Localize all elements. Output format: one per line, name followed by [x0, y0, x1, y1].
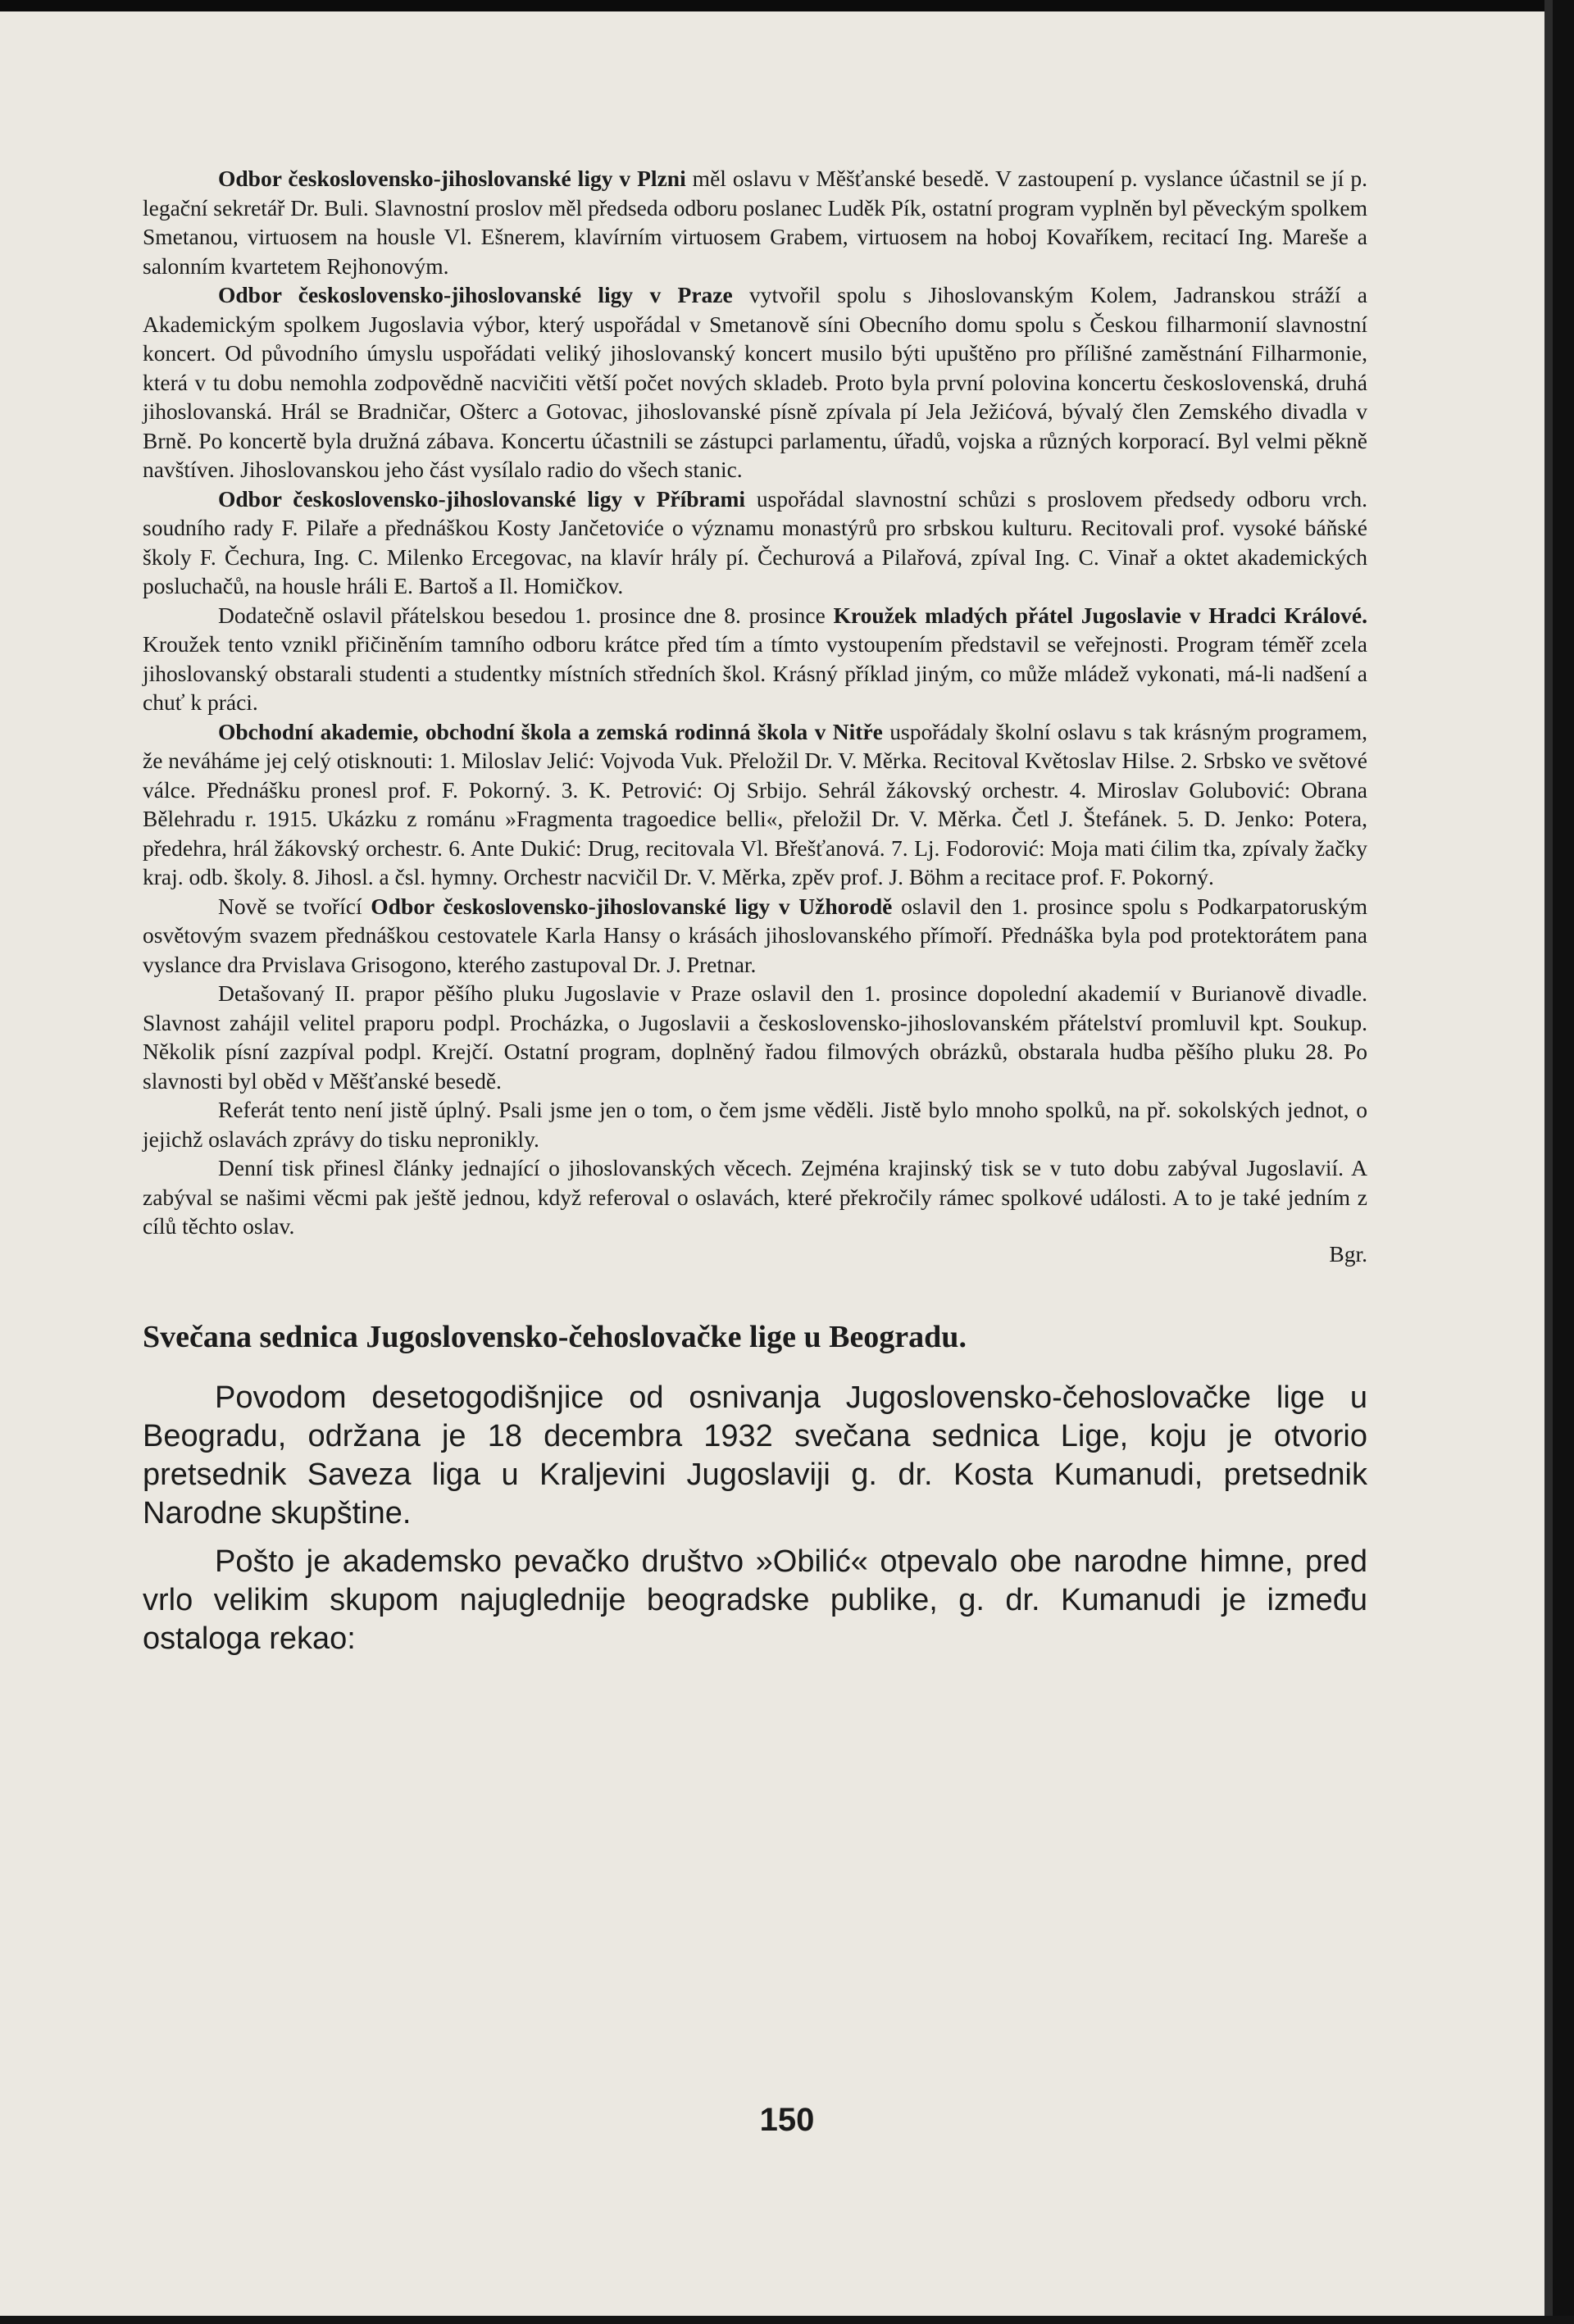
page-number: 150 [759, 2102, 815, 2138]
scan-edge-top [0, 0, 1574, 11]
report-lead-nitra: Obchodní akademie, obchodní škola a zemská rodinná škola v Nitře [218, 718, 883, 744]
report-before-hradec: Dodatečně oslavil přátelskou besedou 1. prosince dne 8. prosince [218, 602, 834, 628]
scan-edge-bottom [0, 2316, 1574, 2324]
report-paragraph-pribram [143, 484, 1367, 601]
section-paragraph-2: Pošto je akademsko pevačko društvo »Obilić« otpevalo obe narodne himne, pred vrlo velikim skupom najuglednije beogradske publike, g. dr. Kumanudi je između ostaloga rekao: [143, 1544, 1367, 1656]
report-paragraph-uzhorod [143, 892, 1367, 980]
report-lead-praha: Odbor československo-jihoslovanské ligy v Praze [218, 282, 733, 307]
report-text-plzen: měl oslavu v Měšťanské besedě. V zastoupení p. vyslance účastnil se jí p. legační sekretář Dr. Buli. Slavnostní proslov měl předseda odboru poslanec Luděk Pík, ostatní program vyplněn byl pěveckým spolkem Smetanou, virtuosem na housle Vl. Ešnerem, klavírním virtuosem Grabem, virtuosem na hoboj Kovaříkem, recitací Ing. Mareše a salonním kvartetem Rejhonovým. [143, 166, 1367, 279]
report-lead-pribram: Odbor československo-jihoslovanské ligy v Příbrami [218, 485, 746, 512]
report-paragraph-prapor: Detašovaný II. prapor pěšího pluku Jugoslavie v Praze oslavil den 1. prosince dopolední akademií v Burianově divadle. Slavnost zahájil velitel praporu podpl. Procházka, o Jugoslavii a československo-jihoslovanském přátelství promluvil kpt. Soukup. Několik písní zazpíval podpl. Krejčí. Ostatní program, doplněný řadou filmových obrázků, obstarala hudba pěšího pluku 28. Po slavnosti byl oběd v Měšťanské besedě. [143, 980, 1367, 1094]
report-paragraph-referat: Referát tento není jistě úplný. Psali jsme jen o tom, o čem jsme věděli. Jistě bylo mnoho spolků, na př. sokolských jednot, o jejichž oslavách zprávy do tisku nepronikly. [143, 1097, 1367, 1152]
report-text-hradec: Kroužek tento vznikl přičiněním tamního odboru krátce před tím a tímto vystoupením představil se veřejnosti. Program téměř zcela jihoslovanský obstarali studenti a studentky místních středních škol. Krásný příklad jiným, co může mládež vykonati, má-li nadšení a chuť k práci. [143, 631, 1367, 715]
scan-edge-right [1553, 0, 1574, 2324]
report-lead-plzen: Odbor československo-jihoslovanské ligy v Plzni [218, 166, 686, 191]
scan-edge-right-inner [1544, 0, 1553, 2324]
report-paragraph-nitra [143, 717, 1367, 892]
page-column [143, 164, 1367, 1658]
report-lead-hradec: Kroužek mladých přátel Jugoslavie v Hradci Králové. [833, 602, 1367, 628]
report-signature [143, 1241, 1367, 1267]
section-body [143, 1379, 1367, 1658]
report-text-uzhorod: oslavil den 1. prosince spolu s Podkarpatoruským osvětovým svazem přednáškou cestovatele Karla Hansy o krásách jihoslovanského přímoří. Přednáška byla pod protektorátem pana vyslance dra Prvislava Grisogono, kterého zastupoval Dr. J. Pretnar. [143, 893, 1368, 977]
report-signature-text: Bgr. [1329, 1240, 1367, 1267]
report-paragraph-praha [143, 280, 1367, 484]
report-article [143, 164, 1367, 1267]
report-text-pribram: uspořádal slavnostní schůzi s proslovem předsedy odboru vrch. soudního rady F. Pilaře a přednáškou Kosty Jančetoviće o významu monastýrů pro srbskou kulturu. Recitovali prof. vysoké báňské školy F. Čechura, Ing. C. Milenko Ercegovac, na klavír hrály pí. Čechurová a Pilařová, zpíval Ing. C. Vinař a oktet akademických posluchačů, na housle hráli E. Bartoš a Il. Homičkov. [143, 485, 1367, 598]
report-text-praha: vytvořil spolu s Jihoslovanským Kolem, Jadranskou stráží a Akademickým spolkem Jugoslavia výbor, který uspořádal v Smetanově síni Obecního domu spolu s Českou filharmonií slavnostní koncert. Od původního úmyslu uspořádati veliký jihoslovanský koncert musilo býti upuštěno pro přílišné zaměstnání Filharmonie, která v tu dobu nemohla zodpovědně nacvičiti větší počet nových skladeb. Proto byla první polovina koncertu československá, druhá jihoslovanská. Hrál se Bradničar, Ošterc a Gotovac, jihoslovanské písně zpívala pí Jela Ježićová, bývalý člen Zemského divadla v Brně. Po koncertě byla družná zábava. Koncertu účastnili se zástupci parlamentu, úřadů, vojska a různých korporací. Byl velmi pěkně navštíven. Jihoslovanskou jeho část vysílalo radio do všech stanic. [143, 282, 1368, 482]
report-lead-uzhorod: Odbor československo-jihoslovanské ligy v Užhorodě [371, 893, 893, 919]
section-paragraph-1: Povodom desetogodišnjice od osnivanja Jugoslovensko-čehoslovačke lige u Beogradu, održana je 18 decembra 1932 svečana sednica Lige, koju je otvorio pretsednik Saveza liga u Kraljevini Jugoslaviji g. dr. Kosta Kumanudi, pretsednik Narodne skupštine. [143, 1380, 1367, 1530]
report-before-uzhorod: Nově se tvořící [218, 893, 371, 919]
report-paragraph-tisk: Denní tisk přinesl články jednající o jihoslovanských věcech. Zejména krajinský tisk se v tuto dobu zabýval Jugoslavií. A zabýval se našimi věcmi pak ještě jednou, když referoval o oslavách, které překročily rámec spolkové události. A to je také jedním z cílů těchto oslav. [143, 1155, 1367, 1239]
report-paragraph-plzen [143, 164, 1367, 280]
report-text-nitra: uspořádaly školní oslavu s tak krásným programem, že neváháme jej celý otisknouti: 1. Miloslav Jelić: Vojvoda Vuk. Přeložil Dr. V. Měrka. Recitoval Květoslav Hilse. 2. Srbsko ve světové válce. Přednášku pronesl prof. F. Pokorný. 3. K. Petrović: Oj Srbijo. Sehrál žákovský orchestr. 4. Miroslav Golubović: Obrana Bělehradu r. 1915. Ukázku z románu »Fragmenta tragoedice belli«, přeložil Dr. V. Měrka. Četl J. Štefánek. 5. D. Jenko: Potera, předehra, hrál žákovský orchestr. 6. Ante Dukić: Drug, recitovala Vl. Břešťanová. 7. Lj. Fodorović: Moja mati ćilim tka, zpívaly žačky kraj. odb. školy. 8. Jihosl. a čsl. hymny. Orchestr nacvičil Dr. V. Měrka, zpěv prof. J. Böhm a recitace prof. F. Pokorný. [143, 718, 1367, 889]
report-paragraph-hradec [143, 601, 1367, 717]
section-title: Svečana sednica Jugoslovensko-čehoslovačke lige u Beogradu. [143, 1319, 967, 1354]
